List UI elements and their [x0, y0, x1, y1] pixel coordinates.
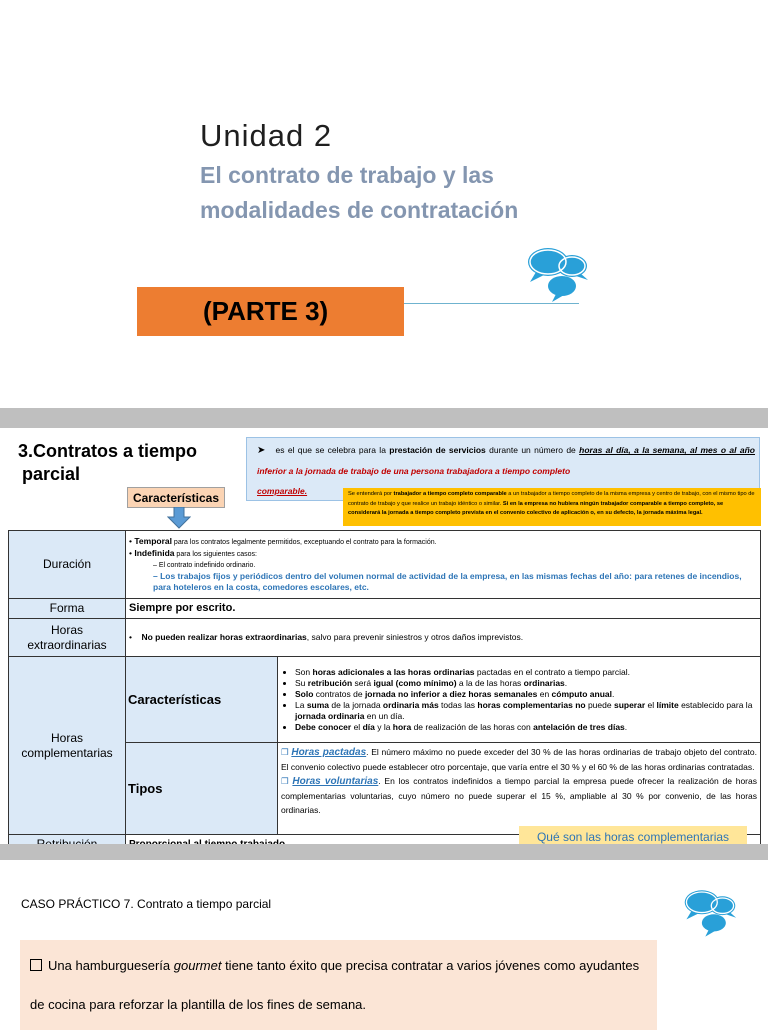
horas-extra-bold: No pueden realizar horas extraordinarias: [141, 632, 307, 642]
sub-label-caracteristicas: Características: [126, 657, 278, 743]
list-item: • Su retribución será igual (como mínimo) a la de las horas ordinarias.: [295, 678, 757, 689]
section-title: [18, 440, 197, 486]
unit-title: Unidad 2: [200, 118, 333, 153]
caracteristicas-list: [281, 667, 757, 733]
indefinida-bold: Indefinida: [134, 548, 175, 558]
horas-voluntarias-text: . En los contratos indefinidos a tiempo parcial la empresa puede ofrecer la realización de horas complementarias voluntarias, cuyo número no puede superar el 15 %, ampliable al 30 % por convenio, de las horas ordinarias.: [281, 776, 758, 815]
temporal-bold: Temporal: [134, 536, 172, 546]
horas-complementarias-link[interactable]: Qué son las horas complementarias: [519, 826, 747, 847]
list-item: • Son horas adicionales a las horas ordinarias pactadas en el contrato a tiempo parcial.: [295, 667, 757, 678]
temporal-text: para los contratos legalmente permitidos, exceptuando el contrato para la formación.: [171, 539, 437, 546]
table-row: [9, 531, 761, 599]
cell-tipos: [278, 743, 761, 835]
checkbox-icon: [30, 959, 42, 971]
slide-separator: [0, 844, 768, 860]
def-text-d: horas al día, a la semana, al mes o al año: [579, 445, 755, 455]
arrow-bullet-icon: ➤: [257, 445, 266, 456]
row-label-forma: Forma: [9, 599, 126, 619]
row-label-horas-comp: Horas complementarias: [9, 657, 126, 835]
horas-pactadas-text: . El número máximo no puede exceder del 30 % de las horas ordinarias de trabajo objeto del contrato. El convenio colectivo puede establecer otro porcentaje, que varía entre el 30 % y el 60 % de las horas ordinarias contratadas.: [281, 747, 758, 772]
note-c: a un trabajador a tiempo completo de la misma empresa y centro de trabajo, con el mismo tipo de contrato de trabajo y que realice un trabajo idéntico o similar.: [348, 491, 755, 507]
def-text-c: durante un número de: [485, 445, 580, 455]
note-b: trabajador a tiempo completo comparable: [393, 491, 507, 497]
caracteristicas-label: Características: [127, 487, 225, 508]
cell-forma: Siempre por escrito.: [126, 599, 761, 619]
caso-text-b: gourmet: [173, 958, 222, 973]
speech-bubbles-icon: [683, 880, 743, 945]
table-row: [9, 619, 761, 657]
speech-bubbles-icon: [526, 240, 596, 307]
table-row: [9, 599, 761, 619]
caso-practico-box: [20, 940, 657, 1030]
unit-subtitle-line2: modalidades de contratación: [200, 197, 519, 223]
horas-extra-text: , salvo para prevenir siniestros y otros daños imprevistos.: [306, 632, 524, 642]
unit-subtitle-line1: El contrato de trabajo y las: [200, 162, 494, 188]
table-row: [9, 657, 761, 743]
def-text-a: es el que se celebra para la: [275, 445, 390, 455]
note-d: Si en la empresa no hubiera ningún trabajador comparable a tiempo completo, se considerará la jornada a tiempo completo prevista en el convenio colectivo de aplicación o, en su defecto, la jornada máxima legal.: [348, 500, 724, 516]
cell-horas-extra: • No pueden realizar horas extraordinarias, salvo para prevenir siniestros y otros daños imprevistos.: [126, 619, 761, 657]
checkbox-icon: ❐: [281, 747, 289, 757]
slide-separator: [0, 408, 768, 428]
checkbox-icon: ❐: [281, 776, 289, 786]
caso-text-a: Una hamburguesería: [48, 958, 174, 973]
caso-practico-title: CASO PRÁCTICO 7. Contrato a tiempo parcial: [21, 897, 272, 911]
cell-duracion: • Temporal para los contratos legalmente permitidos, exceptuando el contrato para la formación. • Indefinida para los siguientes casos: – El contrato indefinido ordinario. – Los trabajos fijos y periódicos dentro del volumen normal de actividad de la empresa, en las mismas fechas del año: para retenes de incendios, para hoteleros en la costa, comedores escolares, etc.: [126, 531, 761, 599]
caso-text-c: tiene tanto éxito que precisa contratar a varios jóvenes como ayudantes de cocina para reforzar la plantilla de los fines de semana.: [30, 958, 640, 1012]
characteristics-table: [8, 530, 761, 855]
horas-voluntarias-link[interactable]: Horas voluntarias: [292, 776, 379, 787]
def-text-b: prestación de servicios: [389, 445, 486, 455]
indefinida-case1: – El contrato indefinido ordinario.: [153, 562, 256, 569]
indefinida-text: para los siguientes casos:: [174, 551, 257, 558]
note-a: Se entenderá por: [348, 491, 394, 497]
section-title-line2: parcial: [22, 464, 81, 484]
list-item: • La suma de la jornada ordinaria más todas las horas complementarias no puede superar el límite establecido para la jornada ordinaria en un día.: [295, 700, 757, 722]
row-label-horas-extra: Horas extraordinarias: [9, 619, 126, 657]
list-item: • Solo contratos de jornada no inferior a diez horas semanales en cómputo anual.: [295, 689, 757, 700]
def-text-f: inferior a la jornada de trabajo de una persona trabajadora a tiempo completo: [257, 466, 571, 476]
sub-label-tipos: Tipos: [126, 743, 278, 835]
indefinida-case2: – Los trabajos fijos y periódicos dentro del volumen normal de actividad de la empresa, en las mismas fechas del año: para retenes de incendios, para hoteleros en la costa, comedores escolares, etc.: [153, 571, 742, 592]
def-text-g: comparable.: [257, 486, 308, 496]
part-label: (PARTE 3): [137, 287, 404, 336]
definition-note: [343, 488, 761, 526]
horas-pactadas-link[interactable]: Horas pactadas: [291, 747, 367, 758]
section-title-line1: 3.Contratos a tiempo: [18, 441, 198, 461]
row-label-duracion: Duración: [9, 531, 126, 599]
cell-caracteristicas: [278, 657, 761, 743]
list-item: • Debe conocer el día y la hora de realización de las horas con antelación de tres días.: [295, 722, 757, 733]
